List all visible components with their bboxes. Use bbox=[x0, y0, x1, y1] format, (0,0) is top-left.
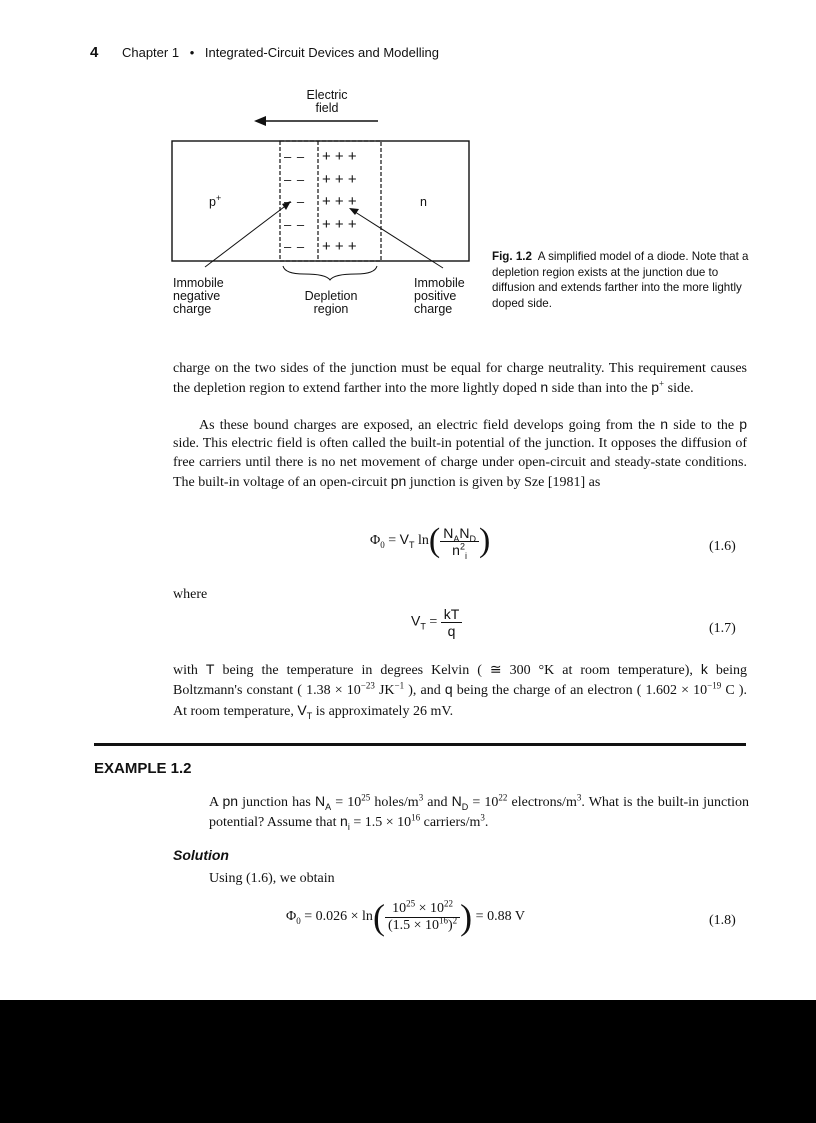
sub: D bbox=[461, 801, 469, 812]
symbol-q: q bbox=[444, 681, 453, 698]
result: = 0.88 V bbox=[475, 909, 525, 925]
label-line: Depletion bbox=[304, 289, 358, 303]
negative-charges bbox=[284, 146, 305, 259]
numerator: kT bbox=[441, 606, 463, 623]
equals: = bbox=[304, 909, 313, 925]
sub: A bbox=[453, 533, 460, 544]
sub: A bbox=[325, 801, 332, 812]
section-title: Integrated-Circuit Devices and Modelling bbox=[204, 45, 439, 60]
numerator bbox=[385, 897, 460, 918]
caption-number: Fig. 1.2 bbox=[492, 250, 532, 263]
sup: 22 bbox=[444, 897, 453, 908]
sup: −1 bbox=[394, 680, 405, 691]
symbol-T: T bbox=[205, 661, 215, 677]
eq-number-1-7: (1.7) bbox=[709, 621, 736, 636]
figure-caption bbox=[492, 249, 754, 311]
electric-label-line1: Electric bbox=[306, 88, 348, 102]
sub: T bbox=[408, 540, 415, 551]
positive-charges bbox=[322, 146, 357, 259]
den-a: (1.5 × 10 bbox=[387, 917, 439, 933]
label-line: region bbox=[313, 302, 349, 316]
label-line: charge bbox=[414, 302, 453, 316]
label-line: negative bbox=[173, 289, 221, 303]
immobile-negative-label bbox=[173, 277, 224, 316]
symbol-pn: pn bbox=[222, 793, 239, 809]
immobile-positive-label bbox=[414, 277, 465, 316]
symbol-p: p bbox=[739, 416, 747, 432]
ten: 10 bbox=[430, 900, 444, 916]
pos-row: + + + bbox=[322, 170, 357, 188]
sub: 0 bbox=[380, 540, 385, 551]
neg-row: – – bbox=[284, 171, 306, 187]
text: . What is the built-in junction potential? Assume that bbox=[209, 795, 750, 831]
symbol-ni: n bbox=[340, 813, 348, 830]
neg-row: – – bbox=[284, 149, 306, 164]
depletion-brace bbox=[283, 266, 377, 280]
electric-label-line2: field bbox=[315, 101, 339, 115]
pos-row: + + + bbox=[322, 215, 357, 233]
text: side than into the bbox=[548, 381, 652, 397]
paragraph-3 bbox=[173, 660, 747, 721]
sup: 16 bbox=[411, 812, 421, 823]
solution-label: Solution bbox=[173, 847, 229, 863]
symbol-V: V bbox=[297, 701, 307, 718]
p-label-sup: + bbox=[215, 192, 222, 203]
text: being the charge of an electron ( 1.602 × 10 bbox=[452, 683, 708, 699]
denominator bbox=[385, 914, 460, 934]
text: carriers/m bbox=[420, 815, 481, 831]
fraction bbox=[385, 897, 460, 934]
eq-number-1-6: (1.6) bbox=[709, 539, 736, 554]
ND: N bbox=[459, 524, 470, 541]
equals: = bbox=[388, 533, 397, 549]
sup: 2 bbox=[452, 914, 458, 925]
denominator bbox=[440, 540, 479, 561]
text: side to the bbox=[668, 418, 740, 433]
paren-left: ( bbox=[372, 897, 385, 937]
sub: i bbox=[347, 822, 350, 833]
paragraph-1 bbox=[173, 360, 747, 399]
pos-row: + + + bbox=[322, 148, 357, 165]
equals: = bbox=[429, 614, 438, 630]
text: JK bbox=[374, 683, 395, 699]
text: C ). At room temperature, bbox=[173, 683, 747, 719]
text: junction has bbox=[238, 795, 315, 810]
times: × bbox=[418, 900, 427, 916]
symbol-NA: N bbox=[314, 793, 326, 809]
sup: 2 bbox=[459, 540, 465, 551]
text: charge on the two sides of the junction must be equal for charge neutrality. This requirement causes the depletion region to extend farther into the more lightly doped bbox=[173, 361, 747, 397]
neg-row: – – bbox=[284, 194, 306, 209]
text: holes/m bbox=[370, 795, 419, 810]
label-line: Immobile bbox=[173, 276, 224, 290]
ln: ln bbox=[417, 533, 429, 549]
vt: V bbox=[399, 531, 409, 548]
ten: 10 bbox=[392, 900, 407, 916]
figure-diode bbox=[0, 0, 816, 330]
symbol-p: p bbox=[651, 379, 660, 396]
sub: i bbox=[464, 550, 467, 561]
denominator: q bbox=[447, 623, 456, 639]
coefficient: 0.026 × ln bbox=[315, 909, 373, 925]
ni: n bbox=[452, 541, 460, 558]
text: = 1.5 × 10 bbox=[349, 815, 412, 831]
text: being Boltzmann's constant ( 1.38 × 10 bbox=[173, 663, 748, 699]
label-line: positive bbox=[414, 289, 457, 303]
symbol-n: n bbox=[540, 379, 549, 396]
sub: D bbox=[469, 533, 476, 544]
caption-text: A simplified model of a diode. Note that a depletion region exists at the junction due to diffusion and extends farther into the more lightly doped side. bbox=[492, 250, 749, 310]
text: As these bound charges are exposed, an electric field develops going from the bbox=[199, 418, 661, 433]
text: = 10 bbox=[468, 795, 499, 810]
example-problem bbox=[209, 792, 749, 833]
example-rule bbox=[94, 743, 746, 746]
label-line: charge bbox=[173, 302, 212, 316]
sup: 3 bbox=[480, 812, 485, 823]
fraction bbox=[440, 524, 479, 561]
sup: −19 bbox=[707, 680, 722, 691]
sup: 16 bbox=[439, 914, 448, 925]
p-label-text: p bbox=[209, 195, 216, 209]
sup: 25 bbox=[361, 792, 371, 803]
text: with bbox=[173, 663, 206, 678]
paren-left: ( bbox=[428, 522, 441, 559]
page-number: 4 bbox=[90, 44, 99, 61]
sup: 3 bbox=[418, 792, 424, 803]
paragraph-2 bbox=[173, 415, 747, 493]
neg-charge-pointer bbox=[205, 204, 288, 267]
sup: + bbox=[659, 378, 665, 389]
using-text: Using (1.6), we obtain bbox=[209, 871, 335, 886]
text: . bbox=[484, 815, 489, 831]
paren-right: ) bbox=[460, 897, 473, 937]
paren-right: ) bbox=[478, 522, 491, 559]
sub: 0 bbox=[296, 916, 301, 927]
symbol-ND: N bbox=[451, 793, 462, 809]
NA: N bbox=[443, 524, 454, 541]
pos-charge-pointer bbox=[352, 210, 443, 268]
numerator bbox=[440, 525, 479, 542]
text: ), and bbox=[404, 683, 445, 699]
text: is approximately 26 mV. bbox=[312, 703, 454, 719]
example-title: EXAMPLE 1.2 bbox=[94, 760, 192, 777]
eq-number-1-8: (1.8) bbox=[709, 913, 736, 928]
phi: Φ bbox=[370, 533, 381, 549]
where-text: where bbox=[173, 587, 208, 602]
sup: 25 bbox=[406, 897, 416, 908]
equation-1-8 bbox=[286, 896, 525, 938]
symbol-k: k bbox=[700, 661, 708, 677]
p-region-label bbox=[209, 192, 222, 209]
sub: T bbox=[420, 621, 426, 632]
text: electrons/m bbox=[507, 795, 577, 810]
text: side. This electric field is often called the built-in potential of the junction. It opposes the diffusion of free carriers until there is no net movement of charge under open-circuit and steady-state conditions. The built-in voltage of an open-circuit bbox=[173, 436, 747, 491]
equation-1-6 bbox=[370, 522, 490, 560]
neg-row: – – bbox=[284, 239, 306, 254]
sup: 3 bbox=[576, 792, 582, 803]
vt: V bbox=[411, 612, 421, 629]
text: being the temperature in degrees Kelvin ( ≅ 300 °K at room temperature), bbox=[214, 663, 701, 678]
symbol-pn: pn bbox=[390, 473, 407, 490]
pos-row: + + + bbox=[322, 238, 357, 255]
n-region-label: n bbox=[420, 195, 427, 209]
sub: T bbox=[306, 710, 313, 721]
text: side. bbox=[664, 381, 694, 397]
text: A bbox=[209, 795, 223, 810]
chapter-label: Chapter 1 bbox=[121, 45, 180, 60]
scan-black-band bbox=[0, 1000, 816, 1123]
depletion-region-label bbox=[303, 290, 359, 316]
text: junction is given by Sze [1981] as bbox=[406, 475, 601, 491]
text: = 10 bbox=[331, 795, 362, 810]
electric-field-label bbox=[303, 89, 351, 115]
sup: 22 bbox=[498, 792, 508, 803]
fraction bbox=[441, 606, 463, 639]
den-b: ) bbox=[448, 917, 453, 933]
sup: −23 bbox=[360, 680, 375, 691]
text: and bbox=[423, 795, 452, 810]
equation-1-7 bbox=[411, 606, 462, 639]
electric-field-arrowhead bbox=[254, 116, 266, 126]
header-bullet: • bbox=[189, 45, 195, 60]
neg-row: – – bbox=[284, 216, 306, 232]
pos-row: + + + bbox=[322, 193, 357, 210]
phi: Φ bbox=[286, 909, 297, 925]
label-line: Immobile bbox=[414, 276, 465, 290]
symbol-n: n bbox=[660, 416, 669, 432]
